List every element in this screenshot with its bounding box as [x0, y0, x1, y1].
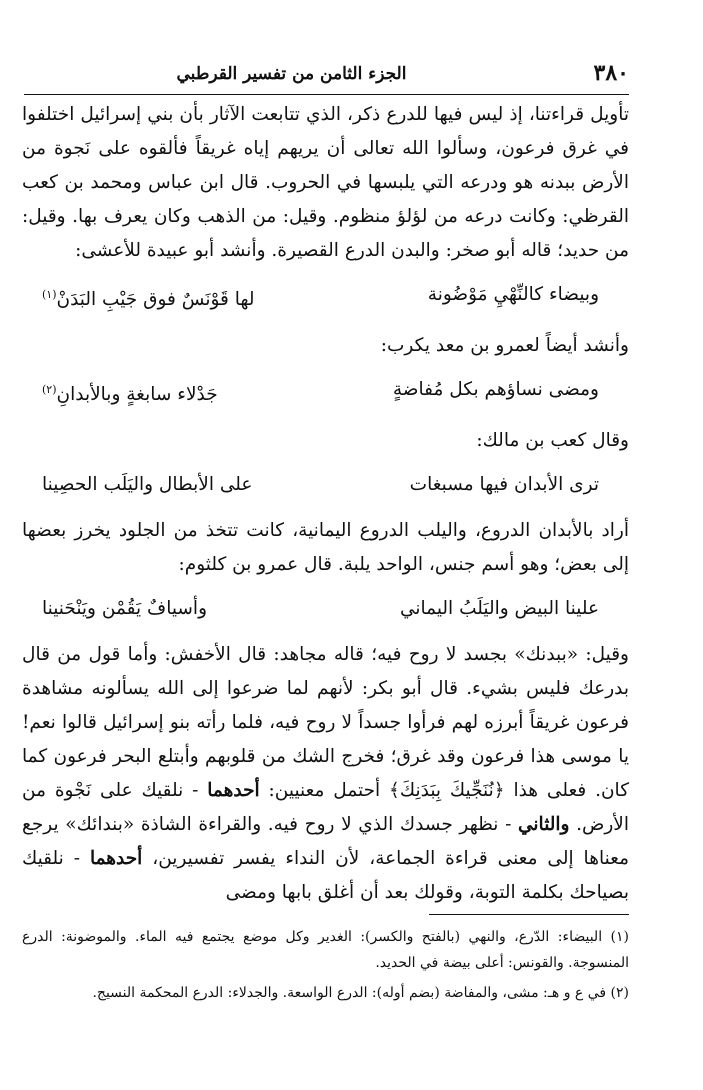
verse-text: لها قَوْنَسٌ فوق جَيْبِ البَدَنْ	[56, 289, 255, 311]
point-text: - نظهر جسدك الذي لا روح فيه. والقراءة الشاذة «بندائك» يرجع معناها إلى معنى قراءة الجماعة، لأن النداء يفسر تفسيرين،	[22, 814, 629, 870]
verse-hemistich: على الأبطال واليَلَب الحصِينا	[42, 474, 253, 496]
footnote: (٢) في ع و هـ: مشى، والمفاضة (بضم أوله): الدرع الواسعة. والجدلاء: الدرع المحكمة النسيج.	[92, 985, 629, 1001]
footnote-divider	[429, 914, 629, 915]
verse-hemistich: علينا البيض واليَلَبُ اليماني	[399, 598, 599, 620]
point-label: والثاني	[517, 814, 570, 836]
point-text: - نلقيك على نَجْوة من الأرض.	[22, 780, 629, 836]
paragraph	[22, 638, 629, 910]
page-number: ٣٨٠	[593, 60, 629, 86]
verse-line	[22, 272, 629, 323]
verse-text: جَدْلاء سابغةٍ وبالأبدانِ	[56, 384, 218, 406]
verse-line	[22, 586, 629, 632]
paragraph-text: وقيل: «ببدنك» بجسد لا روح فيه؛ قاله مجاهد: قال الأخفش: وأما قول من قال بدرعك فليس بشيء. قال أبو بكر: لأنهم لما ضرعوا إلى الله يسألونه مشاهدة فرعون غريقاً أبرزه لهم فرأوا جسداً لا روح فيه، فلما رأته بنو إسرائيل قالوا نعم! يا موسى هذا فرعون وقد غرق؛ فخرج الشك من قلوبهم وأبتلع البحر فرعون كما كان. فعلى هذا ﴿نُنَجِّيكَ بِبَدَنِكَ﴾ أحتمل معنيين:	[22, 644, 630, 802]
verse-hemistich	[42, 272, 255, 323]
running-title: الجزء الثامن من تفسير القرطبي	[176, 64, 407, 84]
verse-intro: وأنشد أيضاً لعمرو بن معد يكرب:	[380, 335, 629, 357]
paragraph: أراد بالأبدان الدروع، واليلب الدروع اليمانية، كانت تتخذ من الجلود يخرز بعضها إلى بعض؛ وهو أسم جنس، الواحد يلبة. قال عمرو بن كلثوم:	[22, 520, 629, 576]
verse-intro: وقال كعب بن مالك:	[476, 430, 629, 452]
page-header	[24, 58, 629, 95]
footnotes	[22, 924, 629, 1010]
verse-line	[22, 462, 629, 508]
point-label: أحدهما	[207, 780, 260, 802]
verse-hemistich: ومضى نساؤهم بكل مُفاضةٍ	[392, 379, 599, 401]
paragraph: تأويل قراءتنا، إذ ليس فيها للدرع ذكر، الذي تتابعت الآثار بأن بني إسرائيل اختلفوا في غرق فرعون، وسألوا الله تعالى أن يريهم إياه غريقاً فألقوه على نَجوة من الأرض ببدنه هو ودرعه التي يلبسها في الحروب. قال ابن عباس ومحمد بن كعب القرظي: وكانت درعه من لؤلؤ منظوم. وقيل: من الذهب وكان يعرف بها. وقيل: من حديد؛ قاله أبو صخر: والبدن الدرع القصيرة. وأنشد أبو عبيدة للأعشى:	[22, 104, 629, 261]
point-text: - نلقيك بصياحك بكلمة التوبة، وقولك بعد أن أغلق بابها ومضى	[22, 848, 629, 904]
verse-hemistich: وأسيافٌ يَقُمْن ويَنْحَنينا	[42, 598, 208, 620]
verse-line	[22, 367, 629, 418]
point-label: أحدهما	[89, 848, 143, 870]
body-text	[22, 98, 629, 910]
verse-hemistich: ترى الأبدان فيها مسبغات	[409, 474, 599, 496]
verse-hemistich: وبيضاء كالنِّهْيِ مَوْضُونة	[427, 284, 599, 305]
footnote-ref: (٢)	[42, 383, 57, 397]
footnote: (١) البيضاء: الدّرع، والنهي (بالفتح والكسر): الغدير وكل موضع يجتمع فيه الماء. والموضونة: الدرع المنسوجة. والقونس: أعلى بيضة في الحديد.	[22, 929, 629, 971]
footnote-ref: (١)	[42, 288, 57, 301]
verse-hemistich	[42, 367, 218, 418]
